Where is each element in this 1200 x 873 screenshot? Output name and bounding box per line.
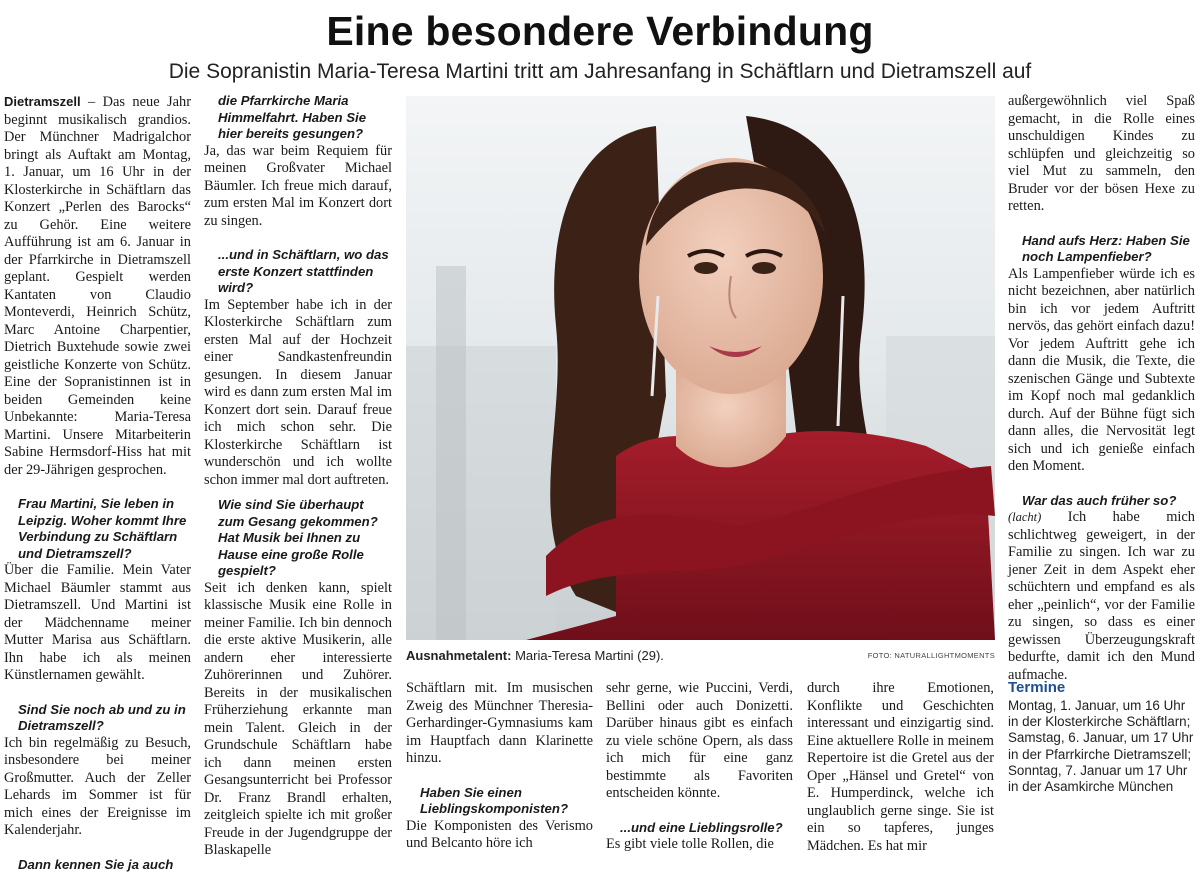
event-date-item: Montag, 1. Januar, um 16 Uhr in der Klosterkirche Schäftlarn; — [1008, 698, 1198, 730]
interview-question: ...und eine Lieblingsrolle? — [606, 820, 793, 837]
article-column-1 — [4, 93, 191, 846]
article-column-6 — [1008, 93, 1195, 668]
interview-answer: Im September habe ich in der Klosterkirche Schäftlarn zum ersten Mal auf der Hochzeit einer Sandkastenfreundin gesungen. In diesem Januar wird es dann zum ersten Mal im Konzert dort sein. Darauf freue ich mich schon sehr. Die Klosterkirche Schäftlarn ist wunderschön und ich wollte schon immer mal dort auftreten. — [204, 297, 392, 490]
interview-answer: Schäftlarn mit. Im musischen Zweig des Münchner Theresia-Gerhardinger-Gymnasiums kam im Hauptfach dann Klarinette hinzu. — [406, 680, 593, 768]
interview-answer: sehr gerne, wie Puccini, Verdi, Bellini oder auch Donizetti. Darüber hinaus gibt es einfach zu viele schöne Opern, als dass ich mich für eine ganz bestimmte als Favoriten entscheiden könnte. — [606, 680, 793, 803]
subheadline: Die Sopranistin Maria-Teresa Martini tritt am Jahresanfang in Schäftlarn und Dietramszell auf — [0, 60, 1200, 84]
article-column-2-lower — [204, 493, 392, 846]
caption-label: Ausnahmetalent: — [406, 648, 511, 663]
caption-text: Maria-Teresa Martini (29). — [515, 648, 664, 663]
interview-answer: Ich bin regelmäßig zu Besuch, insbesondere bei meiner Großmutter. Auch der Zeller Lehards im Sommer ist für mich eines der Ereignisse im Kalenderjahr. — [4, 735, 191, 840]
interview-answer: Die Komponisten des Verismo und Belcanto höre ich — [406, 818, 593, 853]
event-date-item: Samstag, 6. Januar, um 17 Uhr in der Pfarrkirche Dietramszell; — [1008, 730, 1198, 762]
article-column-3 — [406, 680, 593, 846]
article-column-4 — [606, 680, 793, 846]
event-date-item: Sonntag, 7. Januar um 17 Uhr in der Asamkirche München — [1008, 763, 1198, 795]
interview-answer: Über die Familie. Mein Vater Michael Bäumler stammt aus Dietramszell. Und Martini ist der Mädchenname meiner Mutter Marisa aus Schäftlarn. Ihn habe ich als meinen Künstlernamen gewählt. — [4, 562, 191, 685]
interview-answer: Es gibt viele tolle Rollen, die — [606, 836, 793, 854]
interview-question: Sind Sie noch ab und zu in Dietramszell? — [4, 702, 191, 735]
interview-answer: außergewöhnlich viel Spaß gemacht, in die Rolle eines unschuldigen Kindes zu schlüpfen und gleichzeitig so viel Mut zu sammeln, den Bruder vor der bösen Hexe zu retten. — [1008, 93, 1195, 216]
interview-question: Dann kennen Sie ja auch — [4, 857, 191, 873]
event-dates-title: Termine — [1008, 679, 1198, 697]
intro-paragraph — [4, 93, 191, 479]
interview-answer — [1008, 509, 1195, 684]
interview-answer: durch ihre Emotionen, Konflikte und Geschichten interessant und einzigartig sind. Eine aktuellere Rolle in meinem Repertoire ist die Gretel aus der Oper „Hänsel und Gretel“ von E. Humperdinck, welche ich unglaublich gerne singe. Sie ist ein so tapferes, junges Mädchen. Es hat mir — [807, 680, 994, 855]
dateline: Dietramszell — [4, 94, 81, 109]
interview-question: Wie sind Sie überhaupt zum Gesang gekommen? Hat Musik bei Ihnen zu Hause eine große Rolle gespielt? — [204, 497, 392, 580]
interview-question: Frau Martini, Sie leben in Leipzig. Woher kommt Ihre Verbindung zu Schäftlarn und Dietramszell? — [4, 496, 191, 562]
event-dates-box — [1008, 679, 1198, 795]
interview-question: Hand aufs Herz: Haben Sie noch Lampenfieber? — [1008, 233, 1195, 266]
intro-text: – Das neue Jahr beginnt musikalisch grandios. Der Münchner Madrigalchor bringt als Auftakt am Montag, 1. Januar, um 16 Uhr in der Klosterkirche in Schäftlarn das Konzert „Perlen des Barocks“ zu Gehör. Eine weitere Aufführung ist am 6. Januar in der Pfarrkirche in Dietramszell geplant. Gespielt werden Kantaten von Claudio Monteverdi, Heinrich Schütz, Marc Antoine Charpentier, Dietrich Buxtehude sowie zwei geistliche Konzerte von Schütz. Eine der Sopranistinnen ist in beiden Gemeinden keine Unbekannte: Maria-Teresa Martini. Unsere Mitarbeiterin Sabine Hermsdorf-Hiss hat mit der 29-Jährigen gesprochen. — [4, 94, 191, 478]
photo-credit: FOTO: NATURALLIGHTMOMENTS — [868, 651, 995, 660]
interview-answer: Seit ich denken kann, spielt klassische Musik eine Rolle in meiner Familie. Ich bin dennoch die erste aktive Musikerin, alle andern eher interessierte Zuhörerinnen und Zuhörer. Bereits in der musikalischen Früherziehung erkannte man mein Talent. Gleich in der Grundschule Schäftlarn habe ich dann meinen ersten Gesangsunterricht bei Professor Dr. Franz Brandl erhalten, zeitgleich spielte ich mit großer Freude in der Jugendgruppe der Blaskapelle — [204, 580, 392, 860]
interview-answer: Als Lampenfieber würde ich es nicht bezeichnen, aber natürlich bin ich vor jedem Auftritt nervös, das gehört einfach dazu! Vor jedem Auftritt gehe ich dann die Musik, die Texte, die szenischen Gänge und Subtexte im Kopf noch mal gedanklich durch. Auf der Bühne fügt sich dann alles, die Nervosität legt sich und ich genieße einfach den Moment. — [1008, 266, 1195, 476]
article-column-5 — [807, 680, 994, 846]
answer-text: Ich habe mich schlichtweg geweigert, in der Familie zu singen. Ich war zu jener Zeit in dem Aspekt eher schüchtern und empfand es als eher „peinlich“, vor der Familie zu singen, so dass es einer gewissen Überzeugungskraft bedurfte, damit ich den Mund aufmache. — [1008, 509, 1195, 683]
interview-answer: Ja, das war beim Requiem für meinen Großvater Michael Bäumler. Ich freue mich darauf, zum ersten Mal im Konzert dort zu singen. — [204, 143, 392, 231]
portrait-illustration — [406, 96, 995, 640]
article-column-2 — [204, 93, 392, 493]
headline: Eine besondere Verbindung — [0, 8, 1200, 55]
interview-question: War das auch früher so? — [1008, 493, 1195, 510]
interview-question: die Pfarrkirche Maria Himmelfahrt. Haben Sie hier bereits gesungen? — [204, 93, 392, 143]
photo-caption — [406, 648, 995, 663]
interview-question: Haben Sie einen Lieblingskomponisten? — [406, 785, 593, 818]
laughs-note: (lacht) — [1008, 510, 1041, 524]
portrait-photo — [406, 96, 995, 640]
interview-question: ...und in Schäftlarn, wo das erste Konzert stattfinden wird? — [204, 247, 392, 297]
